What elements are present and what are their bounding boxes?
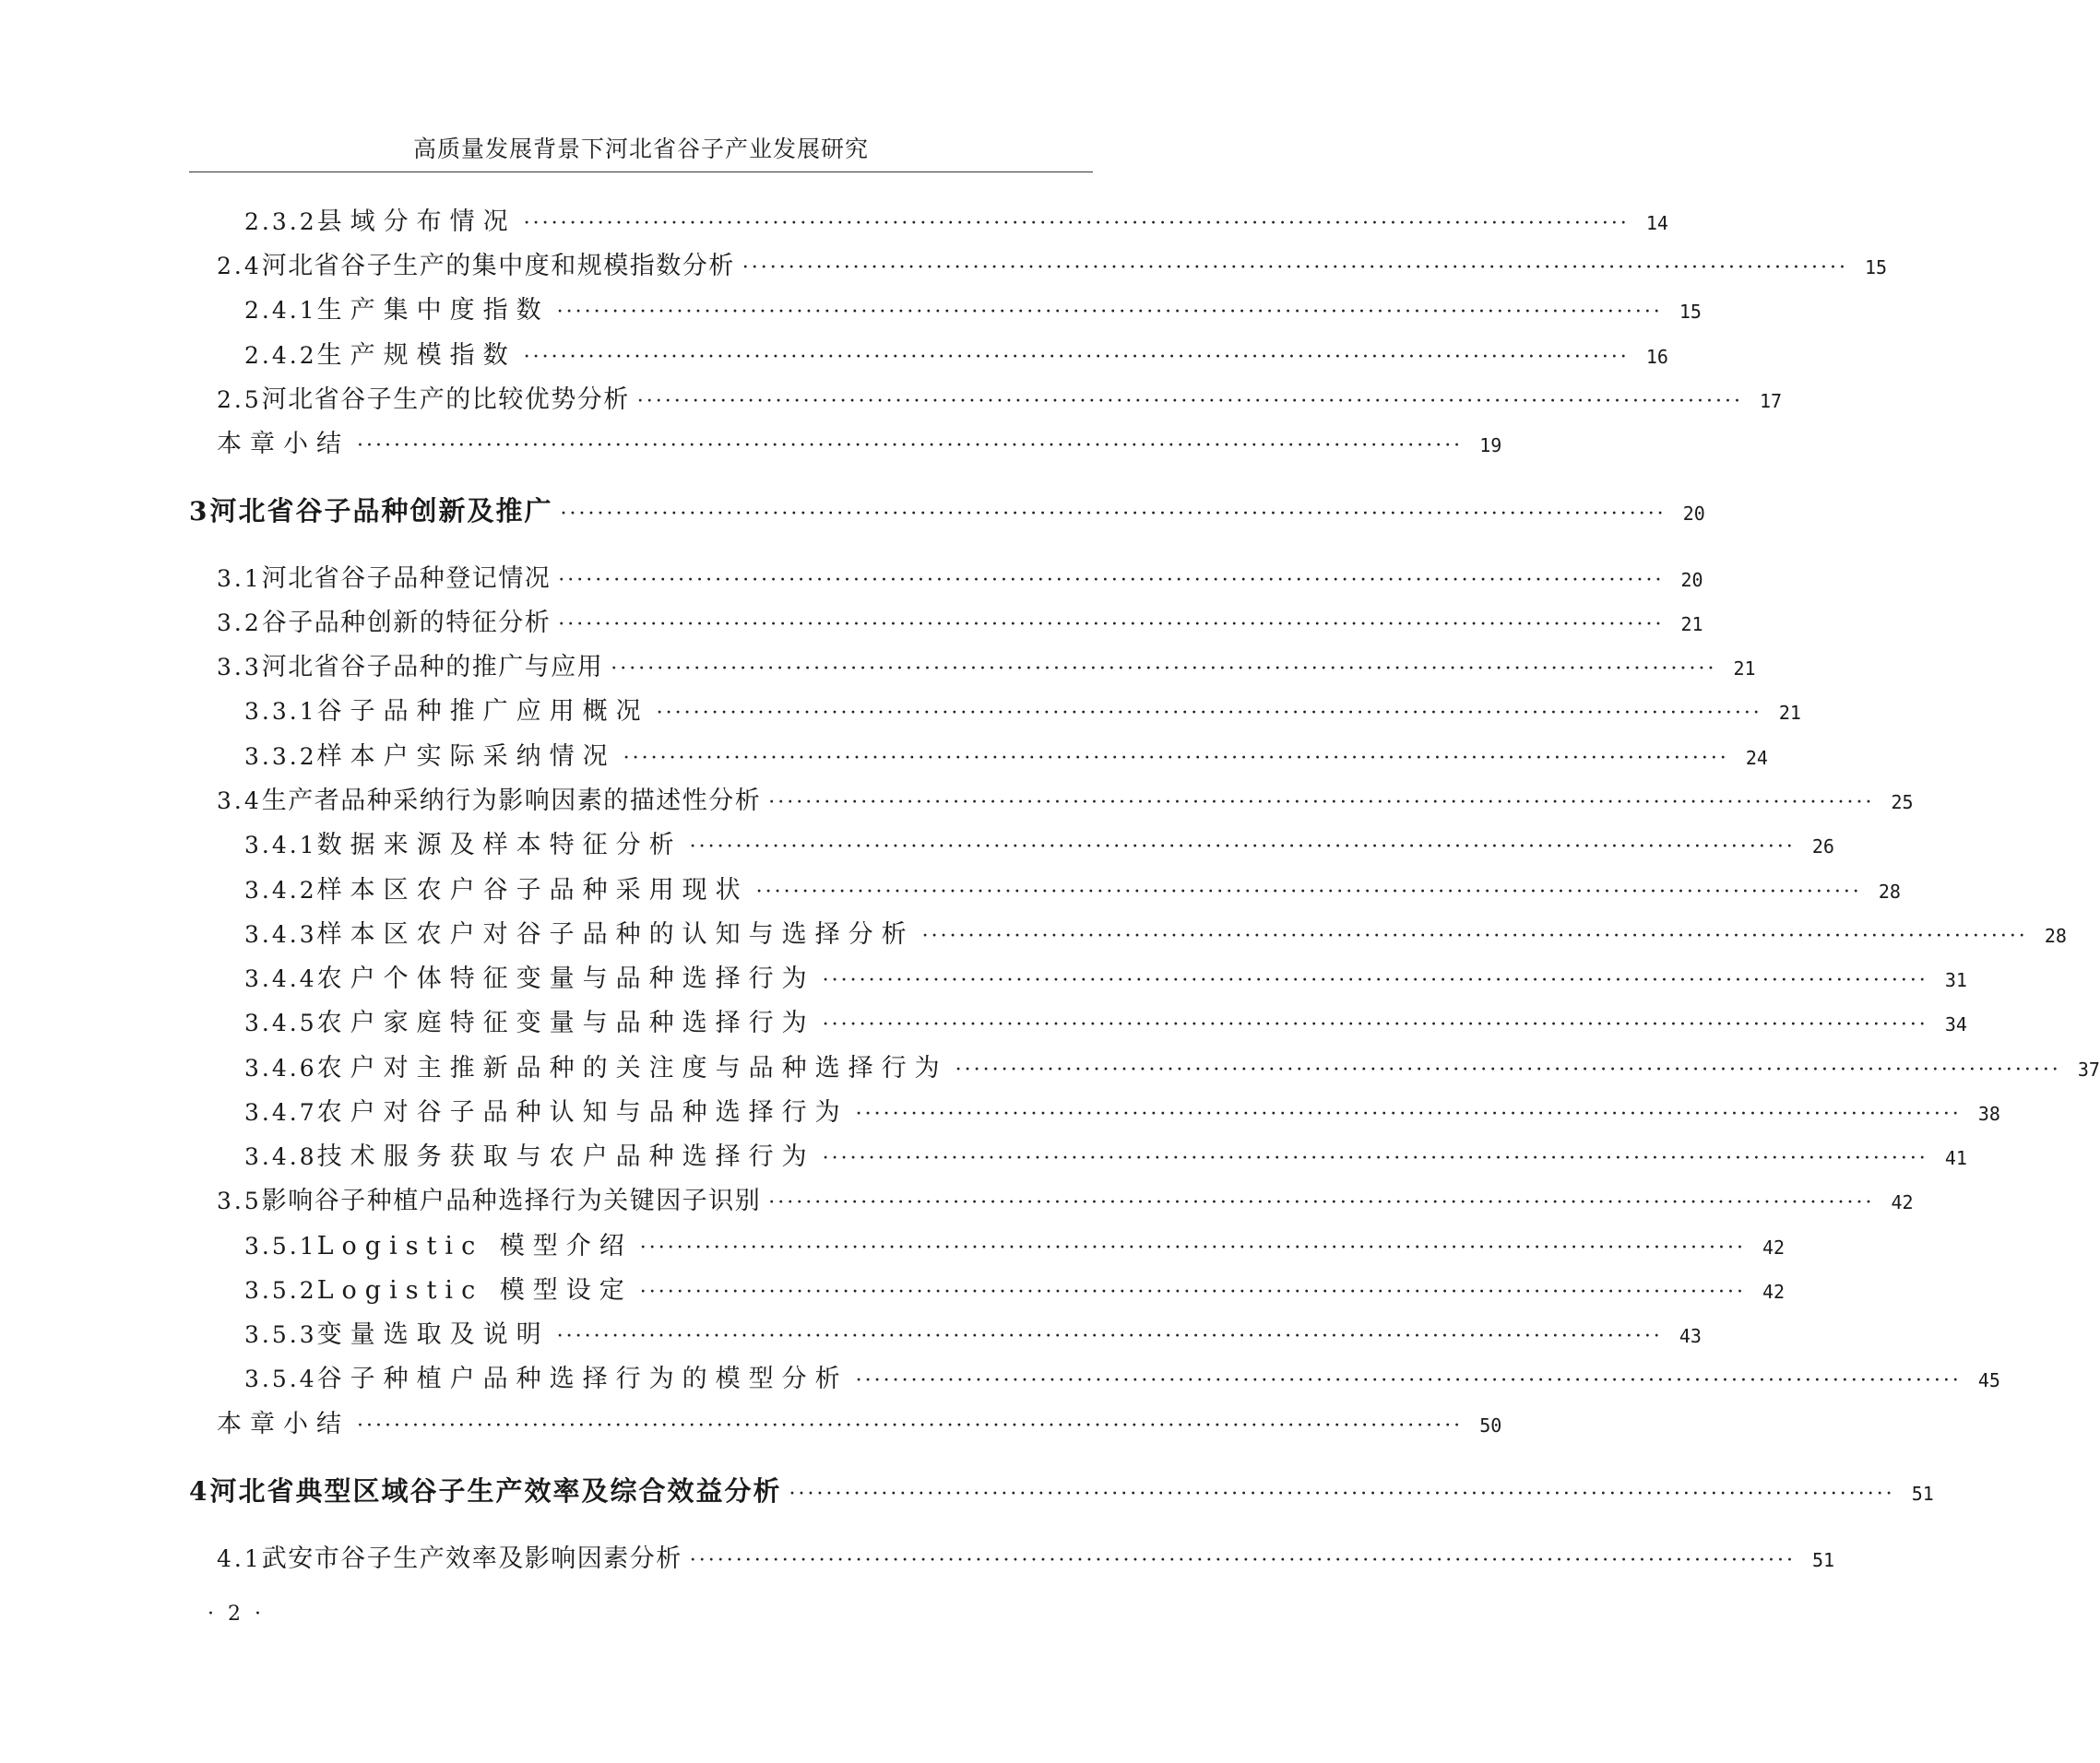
toc-entry-title: 谷子种植户品种选择行为的模型分析 xyxy=(316,1365,848,1393)
toc-entry-title: 农户个体特征变量与品种选择行为 xyxy=(316,964,815,993)
dot-leader: ························································································································ xyxy=(523,212,1630,235)
toc-entry-number: 2.5 xyxy=(217,386,262,413)
dot-leader: ························································································································ xyxy=(611,657,1717,680)
toc-entry-title: 生产集中度指数 xyxy=(316,296,550,325)
toc-entry[interactable] xyxy=(189,1002,1967,1039)
toc-entry-page: 14 xyxy=(1645,212,1668,234)
toc-entry[interactable] xyxy=(189,1136,1967,1173)
toc-entry-number: 3 xyxy=(189,496,210,527)
toc-entry[interactable] xyxy=(189,1314,1702,1351)
toc-entry-title: 河北省谷子品种登记情况 xyxy=(261,564,552,593)
toc-entry[interactable] xyxy=(189,1358,2000,1395)
toc-entry-number: 3.4.5 xyxy=(244,1010,317,1036)
dot-leader: ························································································································ xyxy=(357,1414,1464,1438)
toc-entry[interactable] xyxy=(189,1047,2100,1084)
toc-entry-title: 农户对谷子品种认知与品种选择行为 xyxy=(316,1098,848,1127)
toc-entry-page: 26 xyxy=(1811,835,1834,858)
page-number: · 2 · xyxy=(208,1603,265,1626)
dot-leader: ························································································································ xyxy=(639,1281,1746,1304)
toc-entry-title: 河北省谷子品种的推广与应用 xyxy=(261,653,604,681)
toc-entry-title: 河北省谷子生产的集中度和规模指数分析 xyxy=(261,252,735,280)
toc-entry-title: 本章小结 xyxy=(217,1410,350,1438)
toc-entry[interactable] xyxy=(189,824,1834,861)
toc-chapter-entry[interactable] xyxy=(189,491,1705,527)
toc-entry-number: 3.3.1 xyxy=(244,698,317,725)
dot-leader: ························································································································ xyxy=(623,747,1729,770)
toc-entry-number: 3.4.2 xyxy=(244,877,317,904)
toc-entry-page: 45 xyxy=(1977,1369,2000,1391)
toc-entry[interactable] xyxy=(189,958,1967,995)
dot-leader: ························································································································ xyxy=(855,1369,1962,1392)
toc-entry-number: 3.5.2 xyxy=(244,1277,317,1304)
toc-entry[interactable] xyxy=(189,423,1502,460)
dot-leader: ························································································································ xyxy=(556,1325,1663,1348)
toc-entry-title: 农户对主推新品种的关注度与品种选择行为 xyxy=(316,1054,948,1083)
dot-leader: ························································································································ xyxy=(357,434,1464,457)
toc-entry-number: 3.4.8 xyxy=(244,1143,317,1170)
toc-entry[interactable] xyxy=(189,245,1888,282)
toc-entry-title: 河北省谷子生产的比较优势分析 xyxy=(261,385,630,414)
toc-entry-page: 15 xyxy=(1864,256,1888,278)
toc-entry-title: 河北省谷子品种创新及推广 xyxy=(209,495,553,527)
toc-entry-page: 34 xyxy=(1944,1013,1967,1035)
toc-entry-number: 3.3.2 xyxy=(244,743,317,770)
toc-entry-page: 24 xyxy=(1745,747,1768,769)
toc-entry-title: 生产者品种采纳行为影响因素的描述性分析 xyxy=(261,787,762,815)
toc-entry-number: 3.2 xyxy=(217,609,262,636)
toc-entry-page: 37 xyxy=(2077,1059,2100,1081)
dot-leader: ························································································································ xyxy=(768,791,1875,814)
toc-entry-number: 2.4 xyxy=(217,253,262,279)
toc-entry-title: 县域分布情况 xyxy=(316,207,516,236)
toc-entry-page: 19 xyxy=(1479,434,1502,456)
toc-entry-title: 样本区农户谷子品种采用现状 xyxy=(316,876,749,905)
toc-entry[interactable] xyxy=(189,870,1901,906)
toc-entry-page: 41 xyxy=(1944,1147,1967,1169)
toc-entry-title: 武安市谷子生产效率及影响因素分析 xyxy=(261,1544,682,1573)
toc-entry-page: 17 xyxy=(1759,390,1783,412)
toc-entry-title: 技术服务获取与农户品种选择行为 xyxy=(316,1142,815,1171)
dot-leader: ························································································································ xyxy=(789,1483,1895,1506)
toc-entry-number: 4.1 xyxy=(217,1545,262,1572)
toc-entry-page: 21 xyxy=(1778,702,1801,724)
toc-entry-page: 20 xyxy=(1680,569,1703,591)
dot-leader: ························································································································ xyxy=(768,1191,1875,1214)
dot-leader: ························································································································ xyxy=(822,969,1928,992)
dot-leader: ························································································································ xyxy=(689,835,1796,858)
toc-entry-title: 数据来源及样本特征分析 xyxy=(316,831,682,859)
dot-leader: ························································································································ xyxy=(639,1236,1746,1260)
toc-entry-page: 43 xyxy=(1679,1325,1702,1347)
toc-entry-page: 31 xyxy=(1944,969,1967,991)
toc-entry-page: 28 xyxy=(1878,881,1901,903)
toc-entry-title: 影响谷子种植户品种选择行为关键因子识别 xyxy=(261,1187,762,1215)
dot-leader: ························································································································ xyxy=(955,1059,2061,1082)
toc-entry-page: 25 xyxy=(1891,791,1914,813)
toc-entry[interactable] xyxy=(189,335,1668,372)
toc-entry-page: 21 xyxy=(1733,657,1756,680)
toc-entry-page: 42 xyxy=(1762,1236,1786,1259)
toc-entry[interactable] xyxy=(189,1092,2000,1129)
toc-entry[interactable] xyxy=(189,914,2067,951)
toc-entry[interactable] xyxy=(189,780,1914,817)
toc-entry-number: 3.4.4 xyxy=(244,965,317,992)
toc-entry[interactable] xyxy=(189,1403,1502,1440)
dot-leader: ························································································································ xyxy=(822,1013,1928,1036)
toc-entry[interactable] xyxy=(189,602,1703,639)
toc-entry[interactable] xyxy=(189,691,1801,728)
toc-entry-title: 本章小结 xyxy=(217,430,350,458)
toc-entry-page: 50 xyxy=(1479,1414,1502,1437)
toc-entry-title: 谷子品种创新的特征分析 xyxy=(261,609,552,637)
dot-leader: ························································································································ xyxy=(556,301,1663,324)
toc-entry-title: 样本户实际采纳情况 xyxy=(316,742,616,771)
toc-entry-number: 3.4.1 xyxy=(244,832,317,858)
dot-leader: ························································································································ xyxy=(656,702,1762,725)
dot-leader: ························································································································ xyxy=(921,925,2028,948)
dot-leader: ························································································································ xyxy=(755,881,1862,904)
dot-leader: ························································································································ xyxy=(822,1147,1928,1170)
toc-entry-number: 3.5.3 xyxy=(244,1321,317,1348)
toc-entry-page: 28 xyxy=(2044,925,2067,947)
toc-entry-number: 3.5.1 xyxy=(244,1233,317,1260)
running-header: 高质量发展背景下河北省谷子产业发展研究 xyxy=(412,136,869,162)
toc-entry-number: 2.4.1 xyxy=(244,297,317,324)
toc-entry-title: 农户家庭特征变量与品种选择行为 xyxy=(316,1009,815,1037)
dot-leader: ························································································································ xyxy=(742,256,1848,279)
toc-entry[interactable] xyxy=(189,646,1756,683)
dot-leader: ························································································································ xyxy=(523,346,1630,369)
toc-entry-page: 16 xyxy=(1645,346,1668,368)
toc-entry-number: 3.5 xyxy=(217,1188,262,1214)
dot-leader: ························································································································ xyxy=(689,1549,1796,1572)
dot-leader: ························································································································ xyxy=(558,569,1665,592)
toc-entry-number: 2.3.2 xyxy=(244,208,317,235)
toc-entry-page: 15 xyxy=(1679,301,1702,323)
toc-entry[interactable] xyxy=(189,1270,1786,1307)
toc-entry[interactable] xyxy=(189,1225,1786,1262)
toc-entry-number: 3.4.7 xyxy=(244,1099,317,1126)
toc-entry-title: Logistic 模型设定 xyxy=(316,1276,633,1305)
toc-entry-title: 河北省典型区域谷子生产效率及综合效益分析 xyxy=(209,1475,782,1507)
toc-entry-number: 3.1 xyxy=(217,565,262,592)
toc-entry-title: 样本区农户对谷子品种的认知与选择分析 xyxy=(316,920,915,949)
toc-entry[interactable] xyxy=(189,558,1703,595)
toc-entry-number: 2.4.2 xyxy=(244,342,317,369)
toc-entry-page: 20 xyxy=(1682,503,1705,525)
toc-entry-number: 3.3 xyxy=(217,654,262,680)
toc-entry[interactable] xyxy=(189,201,1668,238)
toc-entry-page: 38 xyxy=(1977,1103,2000,1125)
dot-leader: ························································································································ xyxy=(855,1103,1962,1126)
toc-entry-title: 变量选取及说明 xyxy=(316,1320,550,1349)
toc-entry-number: 3.4 xyxy=(217,787,262,814)
dot-leader: ························································································································ xyxy=(558,613,1665,636)
dot-leader: ························································································································ xyxy=(636,390,1743,413)
toc-chapter-entry[interactable] xyxy=(189,1471,1934,1508)
toc-entry[interactable] xyxy=(189,1538,1835,1575)
toc-entry-title: 谷子品种推广应用概况 xyxy=(316,697,649,726)
toc-entry-page: 42 xyxy=(1891,1191,1914,1213)
toc-entry-number: 3.5.4 xyxy=(244,1366,317,1392)
dot-leader: ························································································································ xyxy=(560,503,1667,526)
toc-entry-page: 51 xyxy=(1811,1549,1835,1571)
toc-entry-page: 42 xyxy=(1762,1281,1786,1303)
toc-entry[interactable] xyxy=(189,290,1702,326)
toc-entry-title: Logistic 模型介绍 xyxy=(316,1232,633,1260)
toc-entry[interactable] xyxy=(189,1180,1914,1217)
toc-entry-number: 3.4.3 xyxy=(244,921,317,948)
toc-entry[interactable] xyxy=(189,736,1768,773)
toc-entry[interactable] xyxy=(189,379,1783,416)
toc-entry-number: 4 xyxy=(189,1476,210,1507)
toc-entry-title: 生产规模指数 xyxy=(316,341,516,370)
toc-entry-number: 3.4.6 xyxy=(244,1055,317,1082)
toc-entry-page: 51 xyxy=(1911,1483,1934,1505)
toc-entry-page: 21 xyxy=(1680,613,1703,635)
